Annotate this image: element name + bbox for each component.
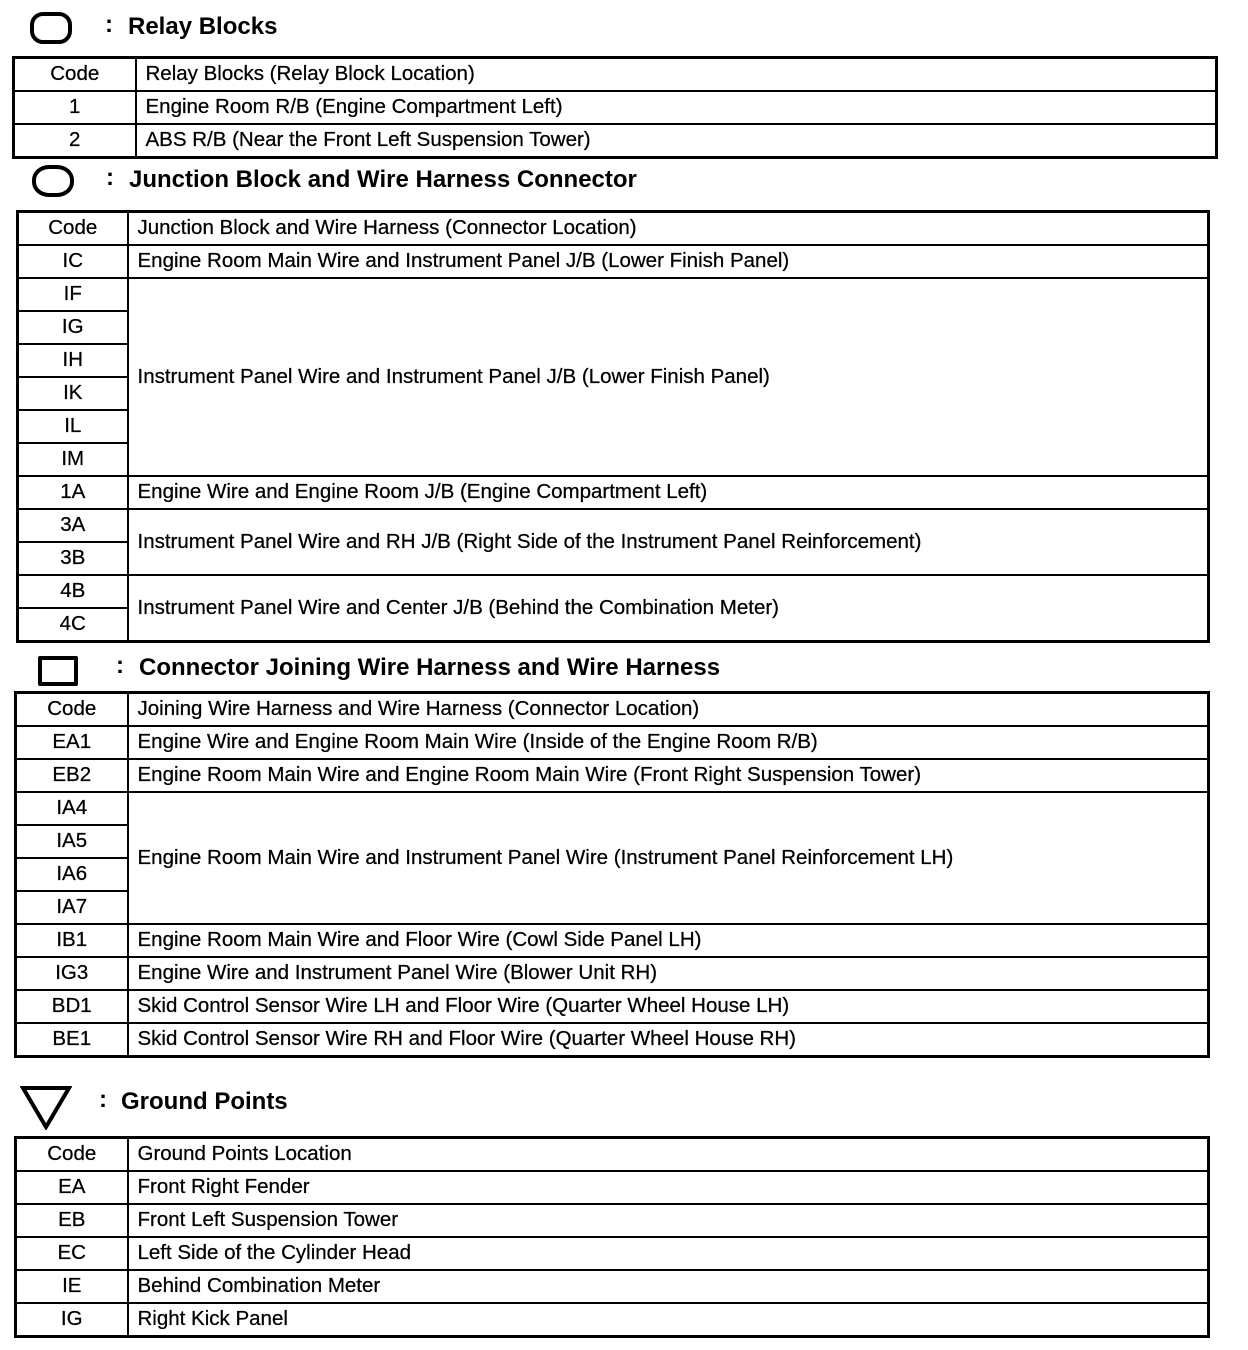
junction-blocks-title: Junction Block and Wire Harness Connector <box>129 166 637 193</box>
relay-blocks-heading <box>0 10 1248 44</box>
code-cell: 3B <box>18 542 128 575</box>
location-cell: Instrument Panel Wire and Center J/B (Behind the Combination Meter) <box>128 575 1209 642</box>
code-cell: IF <box>18 278 128 311</box>
location-cell: Engine Wire and Engine Room Main Wire (Inside of the Engine Room R/B) <box>128 726 1209 759</box>
code-cell: 1 <box>14 91 136 124</box>
code-cell: IB1 <box>16 924 128 957</box>
rounded-rectangle-icon <box>30 12 72 44</box>
table-row <box>18 509 1209 542</box>
code-cell: IM <box>18 443 128 476</box>
location-cell: Engine Wire and Engine Room J/B (Engine Compartment Left) <box>128 476 1209 509</box>
location-cell: ABS R/B (Near the Front Left Suspension Tower) <box>136 124 1217 158</box>
table-row <box>16 792 1209 825</box>
table-row <box>16 726 1209 759</box>
table-row <box>14 124 1217 158</box>
table-row <box>18 476 1209 509</box>
code-cell: IG <box>18 311 128 344</box>
code-cell: IA5 <box>16 825 128 858</box>
code-cell: IL <box>18 410 128 443</box>
location-cell: Skid Control Sensor Wire RH and Floor Wire (Quarter Wheel House RH) <box>128 1023 1209 1057</box>
location-cell: Engine Room Main Wire and Engine Room Main Wire (Front Right Suspension Tower) <box>128 759 1209 792</box>
table-row <box>16 1237 1209 1270</box>
connectors-separator: : <box>116 652 124 679</box>
location-cell: Right Kick Panel <box>128 1303 1209 1337</box>
code-cell: BD1 <box>16 990 128 1023</box>
junction-blocks-heading <box>0 163 1248 197</box>
table-row <box>16 759 1209 792</box>
code-cell: BE1 <box>16 1023 128 1057</box>
location-cell: Left Side of the Cylinder Head <box>128 1237 1209 1270</box>
location-cell: Engine Wire and Instrument Panel Wire (Blower Unit RH) <box>128 957 1209 990</box>
code-cell: 3A <box>18 509 128 542</box>
table-row <box>16 1303 1209 1337</box>
rectangle-icon <box>38 656 78 686</box>
oval-icon <box>32 165 74 197</box>
table-row <box>16 1270 1209 1303</box>
junction-blocks-separator: : <box>106 164 114 191</box>
junction-blocks-table <box>16 210 1210 643</box>
code-header: Code <box>16 693 128 727</box>
code-cell: EB2 <box>16 759 128 792</box>
table-row <box>18 278 1209 311</box>
location-cell: Engine Room Main Wire and Instrument Panel J/B (Lower Finish Panel) <box>128 245 1209 278</box>
table-header-row <box>18 212 1209 246</box>
location-cell: Behind Combination Meter <box>128 1270 1209 1303</box>
code-cell: IA6 <box>16 858 128 891</box>
location-cell: Skid Control Sensor Wire LH and Floor Wire (Quarter Wheel House LH) <box>128 990 1209 1023</box>
code-cell: 2 <box>14 124 136 158</box>
table-row <box>16 957 1209 990</box>
table-header-row <box>14 58 1217 92</box>
ground-points-table <box>14 1136 1210 1338</box>
code-cell: EA <box>16 1171 128 1204</box>
table-row <box>18 575 1209 608</box>
code-cell: 4C <box>18 608 128 642</box>
code-cell: EB <box>16 1204 128 1237</box>
table-row <box>16 1171 1209 1204</box>
ground-points-separator: : <box>99 1086 107 1113</box>
code-cell: EA1 <box>16 726 128 759</box>
code-cell: IG <box>16 1303 128 1337</box>
connectors-title: Connector Joining Wire Harness and Wire Harness <box>139 654 721 681</box>
location-cell: Instrument Panel Wire and RH J/B (Right Side of the Instrument Panel Reinforcement) <box>128 509 1209 575</box>
location-header: Joining Wire Harness and Wire Harness (Connector Location) <box>128 693 1209 727</box>
table-header-row <box>16 693 1209 727</box>
code-cell: IH <box>18 344 128 377</box>
triangle-down-icon <box>20 1085 72 1130</box>
location-cell: Front Right Fender <box>128 1171 1209 1204</box>
location-header: Junction Block and Wire Harness (Connector Location) <box>128 212 1209 246</box>
location-cell: Engine Room Main Wire and Instrument Panel Wire (Instrument Panel Reinforcement LH) <box>128 792 1209 924</box>
code-cell: IC <box>18 245 128 278</box>
location-header: Relay Blocks (Relay Block Location) <box>136 58 1217 92</box>
code-header: Code <box>14 58 136 92</box>
connectors-table <box>14 691 1210 1058</box>
ground-points-heading <box>0 1085 1248 1119</box>
code-cell: IK <box>18 377 128 410</box>
table-row <box>18 245 1209 278</box>
table-header-row <box>16 1138 1209 1172</box>
ground-points-title: Ground Points <box>121 1088 288 1115</box>
connectors-heading <box>0 651 1248 685</box>
location-header: Ground Points Location <box>128 1138 1209 1172</box>
location-cell: Front Left Suspension Tower <box>128 1204 1209 1237</box>
table-row <box>16 1204 1209 1237</box>
code-cell: 4B <box>18 575 128 608</box>
relay-blocks-table <box>12 56 1218 159</box>
code-cell: IE <box>16 1270 128 1303</box>
code-header: Code <box>18 212 128 246</box>
location-cell: Engine Room Main Wire and Floor Wire (Cowl Side Panel LH) <box>128 924 1209 957</box>
code-cell: EC <box>16 1237 128 1270</box>
table-row <box>16 990 1209 1023</box>
code-cell: IA4 <box>16 792 128 825</box>
table-row <box>14 91 1217 124</box>
code-header: Code <box>16 1138 128 1172</box>
code-cell: IG3 <box>16 957 128 990</box>
table-row <box>16 924 1209 957</box>
location-cell: Instrument Panel Wire and Instrument Panel J/B (Lower Finish Panel) <box>128 278 1209 476</box>
table-row <box>16 1023 1209 1057</box>
relay-blocks-title: Relay Blocks <box>128 13 278 40</box>
code-cell: 1A <box>18 476 128 509</box>
location-cell: Engine Room R/B (Engine Compartment Left) <box>136 91 1217 124</box>
relay-blocks-separator: : <box>105 11 113 38</box>
code-cell: IA7 <box>16 891 128 924</box>
